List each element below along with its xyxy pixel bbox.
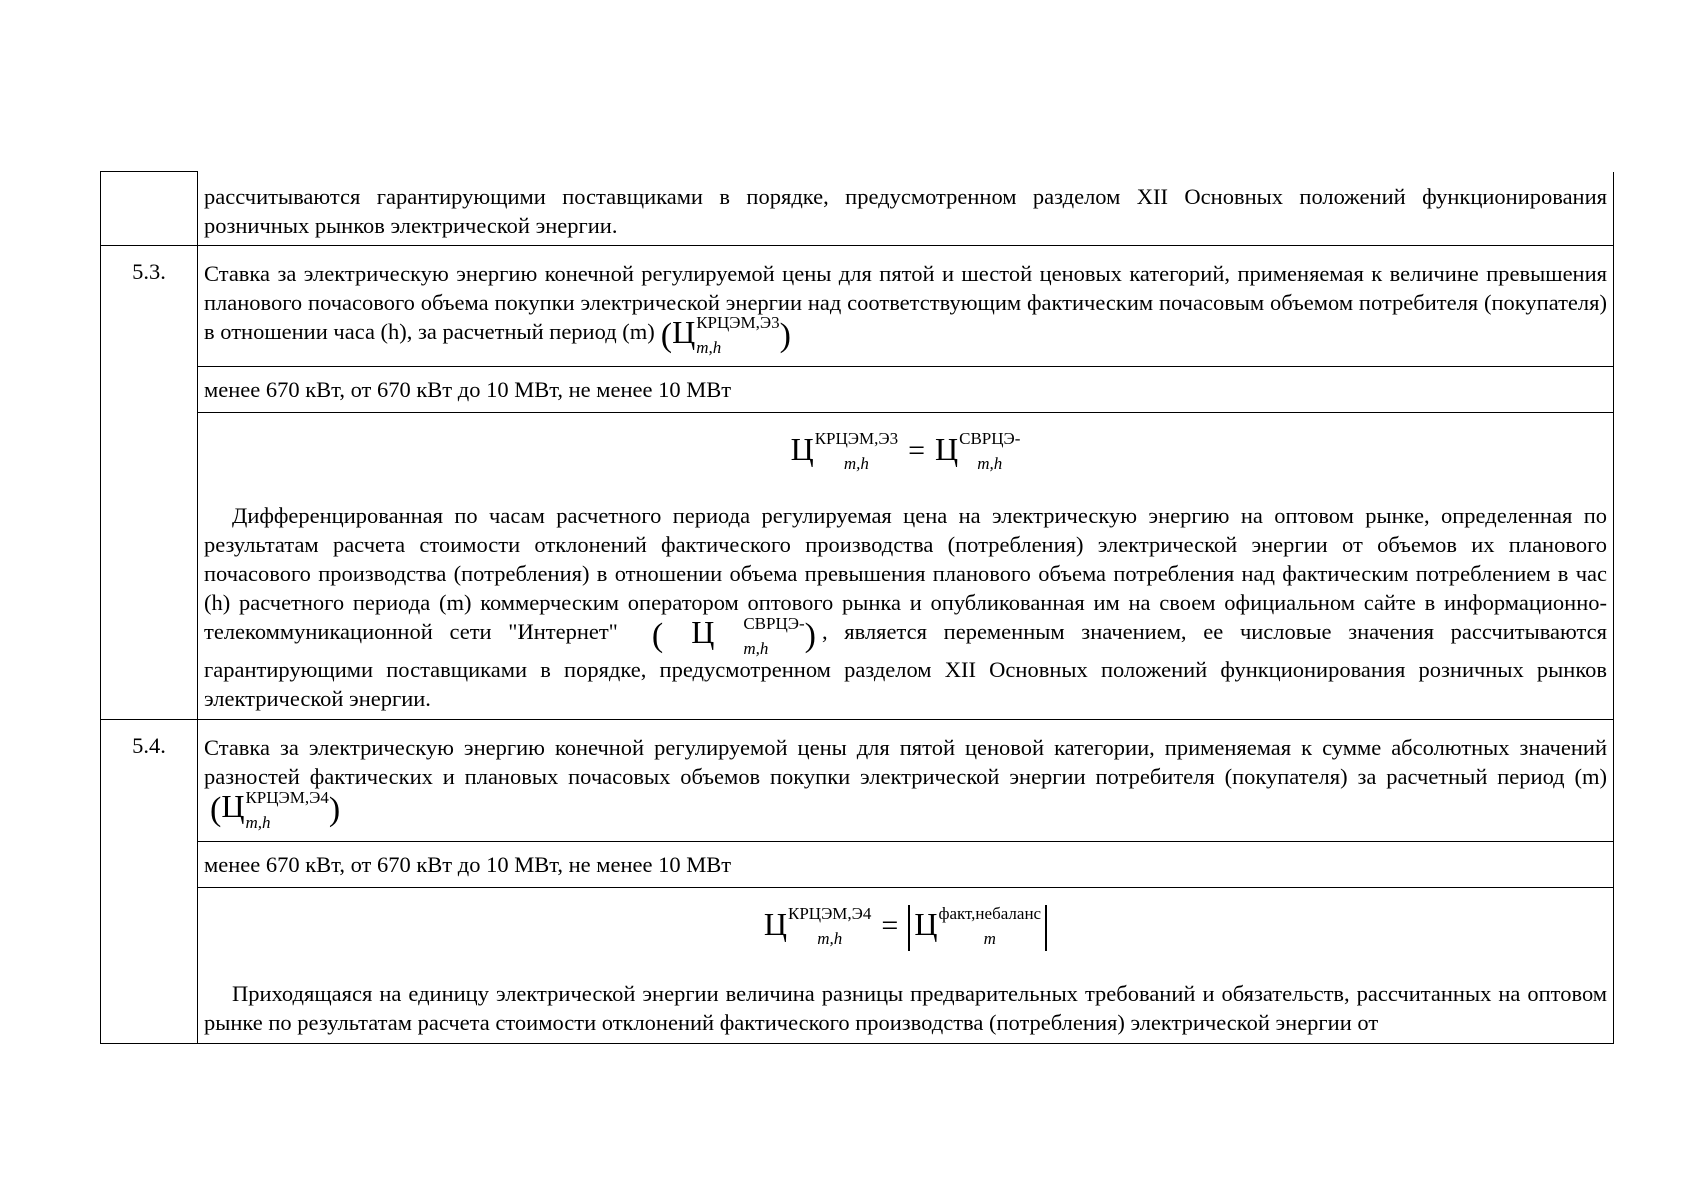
abs-bar-left: [908, 905, 910, 951]
symbol-superscript: КРЦЭМ,Э4: [245, 788, 329, 808]
rate-title-cell: [198, 245, 1614, 367]
close-paren: ): [779, 316, 791, 354]
symbol-base: Ц: [672, 313, 696, 350]
formula: [204, 427, 1607, 473]
paragraph: рассчитываются гарантирующими поставщиками в порядке, предусмотренном разделом XII Основных положений функционирования розничных рынков электрической энергии.: [204, 183, 1607, 238]
symbol-subscript: m,h: [245, 813, 271, 833]
row-number-cell: [101, 172, 198, 246]
formula-rhs-superscript: факт,небаланс: [938, 904, 1042, 924]
formula-lhs-base: Ц: [763, 906, 788, 943]
symbol-subscript: m,h: [743, 639, 769, 659]
symbol-superscript: СВРЦЭ-: [743, 614, 805, 634]
table-row: [101, 842, 1614, 888]
formula-lhs-subscript: m,h: [817, 929, 843, 949]
formula-lhs-subscript: m,h: [843, 454, 869, 474]
item-number: 5.3.: [132, 258, 166, 284]
formula-lhs-superscript: КРЦЭМ,Э3: [814, 429, 899, 449]
formula-rhs-subscript: m: [983, 929, 996, 949]
table-row: [101, 413, 1614, 720]
formula-lhs-base: Ц: [790, 431, 814, 468]
capacity-cell: [198, 367, 1614, 413]
capacity-text: менее 670 кВт, от 670 кВт до 10 МВт, не менее 10 МВт: [204, 377, 732, 403]
symbol-subscript: m,h: [696, 338, 722, 358]
table-row: [101, 172, 1614, 246]
formula-lhs-superscript: КРЦЭМ,Э4: [788, 904, 872, 924]
open-paren: (: [651, 617, 664, 655]
rate-title-cell: [198, 720, 1614, 842]
continuation-text: [198, 172, 1614, 246]
rate-title-text: Ставка за электрическую энергию конечной регулируемой цены для пятой и шестой ценовых категорий, применяемая к величине превышения планового почасового объема покупки электрической энергии над соответствующим фактическим почасовым объемом потребителя (покупателя) в отношении часа (h), за расчетный период (m): [204, 260, 1607, 344]
formula-rhs-base: Ц: [935, 431, 959, 468]
description-text-continued: , является переменным значением, ее числовые значения рассчитываются гарантирующими поставщиками в порядке, предусмотренном разделом XII Основных положений функционирования розничных рынков электрической энергии.: [204, 619, 1607, 712]
open-paren: (: [660, 316, 673, 354]
equals-sign: =: [908, 434, 925, 468]
rate-symbol: [210, 788, 341, 833]
rate-symbol: [660, 313, 791, 358]
item-number: 5.4.: [132, 733, 166, 759]
symbol-base: Ц: [221, 788, 245, 825]
abs-bar-right: [1045, 905, 1047, 951]
formula-rhs-base: Ц: [914, 906, 938, 943]
capacity-text: менее 670 кВт, от 670 кВт до 10 МВт, не менее 10 МВт: [204, 852, 732, 878]
row-number-cell: [101, 245, 198, 720]
formula: [204, 902, 1607, 951]
symbol-superscript: КРЦЭМ,Э3: [696, 313, 780, 333]
description-symbol: [624, 614, 816, 659]
table-row: [101, 720, 1614, 842]
rate-title: [204, 733, 1607, 833]
formula-cell: [198, 413, 1614, 720]
rate-title-text: Ставка за электрическую энергию конечной регулируемой цены для пятой ценовой категории, применяемая к сумме абсолютных значений разностей фактических и плановых почасовых объемов покупки электрической энергии потребителя (покупателя) за расчетный период (m): [204, 735, 1607, 790]
tariff-table: [100, 171, 1614, 1044]
formula-description: [204, 501, 1607, 713]
capacity-cell: [198, 842, 1614, 888]
formula-description: Приходящаяся на единицу электрической энергии величина разницы предварительных требований и обязательств, рассчитанных на оптовом рынке по результатам расчета стоимости отклонений фактического производства (потребления) электрической энергии от: [204, 981, 1607, 1036]
rate-title: [204, 259, 1607, 358]
description-text: Дифференцированная по часам расчетного периода регулируемая цена на электрическую энергию на оптовом рынке, определенная по результатам расчета стоимости отклонений фактического производства (потребления) электрической энергии от объемов их планового почасового производства (потребления) в отношении объема превышения планового объема потребления над фактическим потреблением в час (h) расчетного периода (m) коммерческим оператором оптового рынка и опубликованная им на своем официальном сайте в информационно-телекоммуникационной сети "Интернет": [204, 503, 1607, 645]
table-row: [101, 367, 1614, 413]
equals-sign: =: [881, 909, 899, 943]
close-paren: ): [328, 791, 341, 829]
table-row: [101, 888, 1614, 1044]
symbol-base: Ц: [691, 614, 715, 651]
close-paren: ): [804, 617, 816, 655]
formula-cell: [198, 888, 1614, 1044]
formula-rhs-superscript: СВРЦЭ-: [959, 429, 1021, 449]
formula-rhs-subscript: m,h: [977, 454, 1003, 474]
open-paren: (: [210, 791, 222, 829]
row-number-cell: [101, 720, 198, 1044]
table-row: [101, 245, 1614, 367]
